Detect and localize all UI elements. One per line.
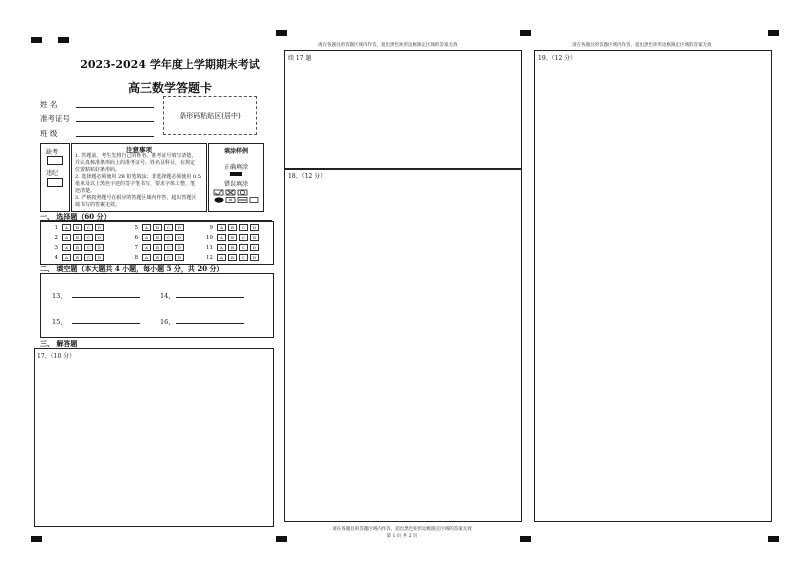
mc-option-bubble[interactable]: D xyxy=(250,234,259,241)
answer-area-notice-right: 请在各题目的答题区域内作答，超出黑色矩形边框限定区域的答案无效 xyxy=(572,43,712,48)
registration-mark xyxy=(58,37,69,43)
violation-label: 违纪 xyxy=(46,170,59,177)
exam-subtitle: 高三数学答题卡 xyxy=(127,81,212,95)
q17-answer-area[interactable] xyxy=(34,348,274,527)
mc-option-bubble[interactable]: C xyxy=(84,224,93,231)
fill-sample-title: 填涂样例 xyxy=(223,148,248,155)
registration-mark xyxy=(520,30,531,36)
mc-option-bubble[interactable]: B xyxy=(228,244,237,251)
fill-q14-label: 14、 xyxy=(160,292,175,300)
mc-option-bubble[interactable]: C xyxy=(239,234,248,241)
mc-option-bubble[interactable]: C xyxy=(164,224,173,231)
notes-line: 位置粘贴好条形码。 xyxy=(75,167,121,173)
mc-question-row xyxy=(50,224,104,231)
mc-option-bubble[interactable]: B xyxy=(153,254,162,261)
q17-label: 17、（10 分） xyxy=(37,353,76,360)
mc-question-number: 12 xyxy=(206,254,213,261)
mc-option-bubble[interactable]: C xyxy=(164,244,173,251)
mc-option-bubble[interactable]: B xyxy=(228,234,237,241)
class-label: 班 级 xyxy=(40,129,58,138)
q17-continued-label: 续 17 题 xyxy=(288,55,312,62)
answer-area-notice: 请在各题目的答题区域内作答，超出黑色矩形边框限定区域的答案无效 xyxy=(318,43,458,48)
mc-option-bubble[interactable]: D xyxy=(95,224,104,231)
q18-answer-area[interactable] xyxy=(284,168,522,522)
mc-option-bubble[interactable]: C xyxy=(239,254,248,261)
mc-option-bubble[interactable]: B xyxy=(73,234,82,241)
registration-mark xyxy=(276,30,287,36)
registration-mark xyxy=(768,30,779,36)
fill-q16-label: 16、 xyxy=(160,318,175,326)
mc-option-bubble[interactable]: C xyxy=(164,234,173,241)
mc-option-bubble[interactable]: C xyxy=(164,254,173,261)
violation-checkbox[interactable] xyxy=(47,178,63,187)
mc-question-number: 2 xyxy=(54,234,58,241)
barcode-area-label: 条形码粘贴区(居中) xyxy=(179,111,241,120)
mc-option-bubble[interactable]: C xyxy=(239,244,248,251)
mc-question-number: 11 xyxy=(206,244,213,251)
mc-option-bubble[interactable]: A xyxy=(217,234,226,241)
mc-question-number: 9 xyxy=(209,224,213,231)
notes-line: 1. 答题前，考生先将自己的姓名、准考证号填写清楚， xyxy=(75,153,197,159)
mc-question-row xyxy=(205,254,259,261)
mc-question-number: 7 xyxy=(134,244,138,251)
fill-sample-box xyxy=(208,143,264,212)
fill-q16-field[interactable] xyxy=(176,323,244,324)
mc-question-number: 3 xyxy=(54,244,58,251)
mc-option-bubble[interactable]: D xyxy=(95,244,104,251)
absent-label: 缺考 xyxy=(46,149,59,156)
class-field[interactable] xyxy=(76,136,154,137)
mc-option-bubble[interactable]: A xyxy=(142,244,151,251)
mc-option-bubble[interactable]: D xyxy=(175,254,184,261)
section-mc-title: 一、 选择题（60 分） xyxy=(40,212,111,221)
mc-option-bubble[interactable]: B xyxy=(228,224,237,231)
mc-option-bubble[interactable]: C xyxy=(84,234,93,241)
mc-option-bubble[interactable]: B xyxy=(73,224,82,231)
mc-option-bubble[interactable]: B xyxy=(153,244,162,251)
ticket-number-field[interactable] xyxy=(76,121,154,122)
q18-label: 18、（12 分） xyxy=(288,173,327,180)
q19-answer-area[interactable] xyxy=(534,50,772,522)
registration-mark xyxy=(31,37,42,43)
mc-question-number: 6 xyxy=(134,234,138,241)
mc-question-row xyxy=(130,224,184,231)
mc-option-bubble[interactable]: D xyxy=(250,224,259,231)
mc-question-row xyxy=(50,234,104,241)
notes-title: 注意事项 xyxy=(126,146,152,154)
notes-box xyxy=(71,143,207,212)
fill-q15-label: 15、 xyxy=(52,318,67,326)
mc-question-row xyxy=(205,234,259,241)
mc-option-bubble[interactable]: A xyxy=(142,224,151,231)
mc-question-number: 4 xyxy=(54,254,58,261)
notes-list xyxy=(75,153,201,209)
section-solve-title: 三、 解答题 xyxy=(40,339,78,348)
mc-option-bubble[interactable]: B xyxy=(153,224,162,231)
mc-question-row xyxy=(205,224,259,231)
wrong-fill-examples xyxy=(213,189,259,205)
q19-label: 19、（12 分） xyxy=(538,55,577,62)
barcode-area xyxy=(163,96,257,135)
registration-mark xyxy=(768,536,779,542)
exam-title: 2023-2024 学年度上学期期末考试 xyxy=(80,58,260,71)
notes-line: 并认真核准条形码上的准考证号、姓名及科目，在规定 xyxy=(75,160,196,166)
mc-question-row xyxy=(130,254,184,261)
mc-question-number: 10 xyxy=(206,234,213,241)
wrong-fill-label: 错误填涂 xyxy=(223,181,248,188)
mc-question-row xyxy=(130,244,184,251)
mc-question-row xyxy=(205,244,259,251)
mc-option-bubble[interactable]: A xyxy=(62,224,71,231)
correct-fill-mark xyxy=(230,172,242,176)
mc-option-bubble[interactable]: B xyxy=(153,234,162,241)
fill-answer-box xyxy=(40,273,274,338)
mc-question-number: 5 xyxy=(134,224,138,231)
notes-line: 迹清楚。 xyxy=(75,188,96,194)
mc-option-bubble[interactable]: D xyxy=(250,244,259,251)
mc-option-bubble[interactable]: D xyxy=(175,224,184,231)
mc-question-number: 1 xyxy=(54,224,58,231)
fill-q13-field[interactable] xyxy=(72,297,140,298)
q17-continued-area[interactable] xyxy=(284,50,522,170)
mc-option-bubble[interactable]: D xyxy=(250,254,259,261)
footer-notice: 请在各题目的答题区域内作答，超出黑色矩形边框限定区域的答案无效 xyxy=(332,527,472,532)
name-field[interactable] xyxy=(76,107,154,108)
mc-option-bubble[interactable]: A xyxy=(217,254,226,261)
mc-option-bubble[interactable]: A xyxy=(217,244,226,251)
mc-option-bubble[interactable]: A xyxy=(62,254,71,261)
registration-mark xyxy=(520,536,531,542)
registration-mark xyxy=(31,536,42,542)
page-number: 第 1 页 共 2 页 xyxy=(386,534,418,539)
correct-fill-label: 正确填涂 xyxy=(223,164,248,171)
mc-option-bubble[interactable]: B xyxy=(73,244,82,251)
fill-q15-field[interactable] xyxy=(72,323,140,324)
fill-q13-label: 13、 xyxy=(52,292,67,300)
name-label: 姓 名 xyxy=(40,100,58,109)
mc-question-number: 8 xyxy=(134,254,138,261)
notes-line: 域书写的答案无效。 xyxy=(75,202,121,208)
mc-option-bubble[interactable]: A xyxy=(142,254,151,261)
mc-option-bubble[interactable]: B xyxy=(73,254,82,261)
mc-option-bubble[interactable]: D xyxy=(175,234,184,241)
section-fill-title: 二、 填空题（本大题共 4 小题，每小题 5 分，共 20 分） xyxy=(40,264,224,273)
mc-option-bubble[interactable]: A xyxy=(62,234,71,241)
mc-option-bubble[interactable]: D xyxy=(95,234,104,241)
mc-option-bubble[interactable]: C xyxy=(84,244,93,251)
mc-option-bubble[interactable]: C xyxy=(84,254,93,261)
notes-line: 毫米及以上黑色字迹的签字笔书写，要求字体工整、笔 xyxy=(75,181,196,187)
mc-option-bubble[interactable]: C xyxy=(239,224,248,231)
mc-option-bubble[interactable]: D xyxy=(95,254,104,261)
notes-line: 2. 选择题必须使用 2B 铅笔填涂；非选择题必须使用 0.5 xyxy=(75,174,201,180)
mc-option-bubble[interactable]: D xyxy=(175,244,184,251)
mc-question-row xyxy=(130,234,184,241)
absent-checkbox[interactable] xyxy=(47,156,63,165)
mc-option-bubble[interactable]: A xyxy=(217,224,226,231)
mc-question-row xyxy=(50,244,104,251)
mc-option-bubble[interactable]: B xyxy=(228,254,237,261)
mc-option-bubble[interactable]: A xyxy=(62,244,71,251)
notes-line: 3. 严格按照题号在相应的答题区域内作答，超出答题区 xyxy=(75,195,197,201)
mc-option-bubble[interactable]: A xyxy=(142,234,151,241)
ticket-number-label: 准考证号 xyxy=(40,114,70,123)
absent-box xyxy=(40,143,70,212)
fill-q14-field[interactable] xyxy=(176,297,244,298)
mc-question-row xyxy=(50,254,104,261)
